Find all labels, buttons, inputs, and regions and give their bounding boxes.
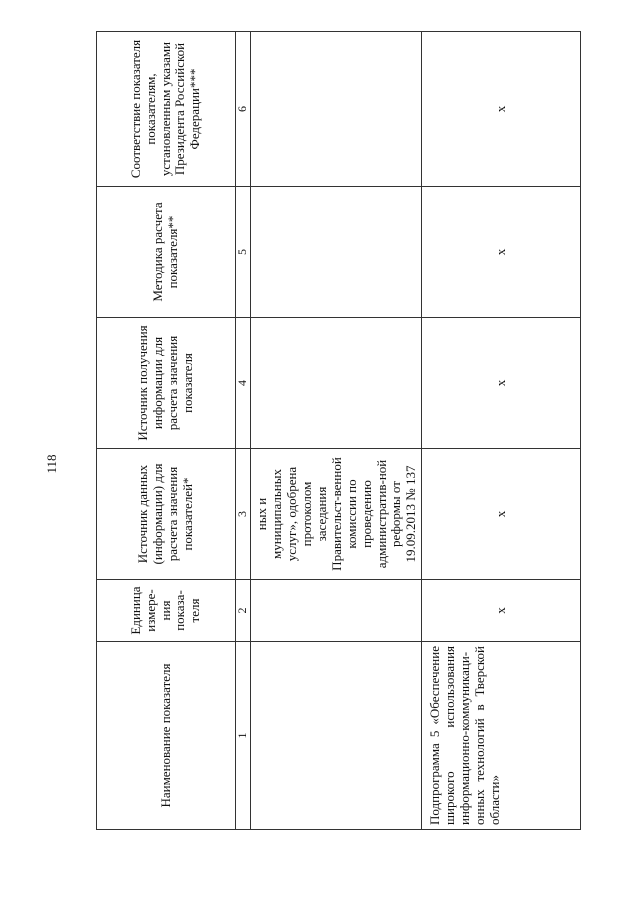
page-number: 118 — [44, 454, 59, 474]
column-number: 1 — [236, 642, 251, 830]
cell-info-source — [251, 318, 422, 449]
table-row-subprogram — [422, 32, 581, 830]
header-compliance: Соответствие показателя показателям, установленным указами Президента Российской Федерации*** — [97, 32, 236, 187]
cell-compliance: x — [422, 32, 581, 187]
cell-unit — [251, 580, 422, 642]
column-number: 3 — [236, 449, 251, 580]
header-info-source: Источник получения информации для расчета значения показателя — [97, 318, 236, 449]
cell-method: x — [422, 187, 581, 318]
cell-subprogram-name: Подпрограмма 5 «Обеспечение широкого использования информационно-коммуникаци-онных технологий в Тверской области» — [422, 642, 581, 830]
rotated-page-content — [96, 32, 581, 830]
column-number: 2 — [236, 580, 251, 642]
column-number: 5 — [236, 187, 251, 318]
table-row-continuation — [251, 32, 422, 830]
indicators-table — [96, 31, 581, 830]
cell-name — [251, 642, 422, 830]
column-number: 6 — [236, 32, 251, 187]
header-unit: Единица измере-ния показа-теля — [97, 580, 236, 642]
rotated-table-frame — [96, 32, 581, 830]
cell-compliance — [251, 32, 422, 187]
column-number: 4 — [236, 318, 251, 449]
column-number-row — [236, 32, 251, 830]
cell-data-source: x — [422, 449, 581, 580]
header-indicator-name: Наименование показателя — [97, 642, 236, 830]
table-header-row — [97, 32, 236, 830]
header-data-source: Источник данных (информации) для расчета значения показателей* — [97, 449, 236, 580]
cell-info-source: x — [422, 318, 581, 449]
cell-unit: x — [422, 580, 581, 642]
header-method: Методика расчета показателя** — [97, 187, 236, 318]
cell-method — [251, 187, 422, 318]
cell-data-source: ных и муниципальных услуг», одобрена протоколом заседания Правительст-венной комиссии по проведению административ-ной реформы от 19.09.2013 № 137 — [251, 449, 422, 580]
